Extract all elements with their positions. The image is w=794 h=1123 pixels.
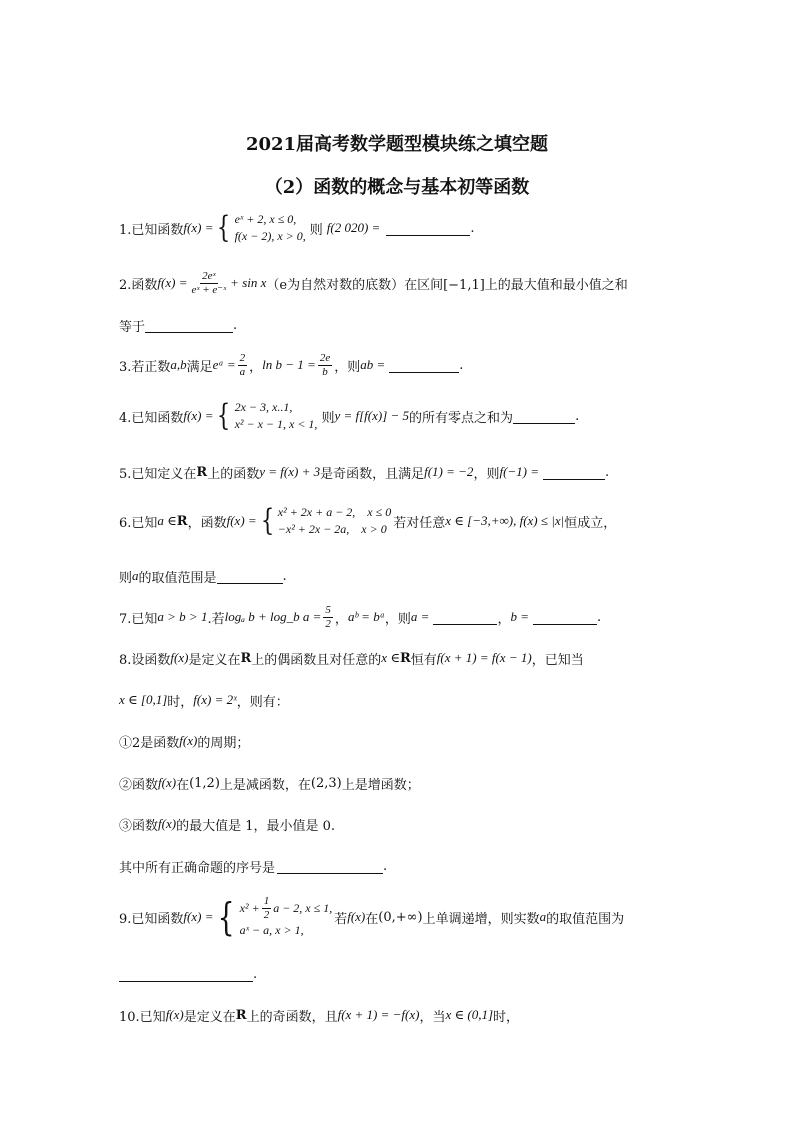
- q5-expression: y = f(x) + 3: [259, 464, 321, 479]
- q1-case-2: f(x − 2), x > 0,: [234, 229, 306, 243]
- q6-prefix: 6.已知: [119, 515, 158, 531]
- q8-answer-blank[interactable]: [277, 859, 383, 874]
- q8-end: .: [383, 858, 388, 874]
- q8-interval: x ∈ [0,1]: [119, 692, 168, 707]
- question-10: [119, 1003, 519, 1027]
- q2-prefix: 2.函数: [119, 277, 158, 293]
- question-5: [119, 460, 609, 484]
- question-3: [119, 353, 463, 377]
- q8-mid3: 恒有: [410, 652, 437, 668]
- q8-s2e: 上是减函数，在: [219, 777, 311, 793]
- q6-expression: x ∈ [−3,+∞), f(x) ≤ |x|: [445, 513, 565, 528]
- q5-end: .: [605, 464, 610, 480]
- q6-variable-a: a: [132, 568, 139, 583]
- q3-f1-numerator: 2: [239, 351, 246, 364]
- q9-answer-blank[interactable]: [119, 967, 253, 982]
- q2-plus-sin: + sin x: [230, 275, 267, 290]
- question-2: [119, 271, 628, 295]
- q10-post: ，当: [419, 1009, 446, 1025]
- q3-lnb: ln b − 1 =: [262, 357, 316, 372]
- q8-definition: f(x) = 2ˣ: [193, 692, 237, 707]
- q8-s3a: ③函数: [119, 818, 159, 834]
- q4-post2: 的所有零点之和为: [409, 410, 514, 426]
- q6-answer-blank[interactable]: [217, 569, 283, 584]
- q7-ask-a: a =: [410, 609, 430, 624]
- q2-fraction: [189, 270, 228, 297]
- q9-post4: 的取值范围为: [546, 911, 625, 927]
- q10-mid: 是定义在: [183, 1009, 236, 1025]
- q8-s3b: f(x): [158, 816, 177, 831]
- question-9-line-2: [119, 962, 257, 986]
- q6-piecewise: [278, 504, 391, 538]
- q8-real-set-2: R: [399, 650, 411, 666]
- q4-case-2: x² − x − 1, x < 1,: [234, 417, 318, 431]
- q1-case-1: eˣ + 2, x ≤ 0,: [234, 212, 297, 226]
- q3-comma: ，: [249, 359, 263, 375]
- q8-s3c: 的最大值是 1，最小值是 0.: [176, 818, 336, 834]
- q5-mid: 上的函数: [207, 466, 260, 482]
- q6-line2b: 的取值范围是: [138, 570, 217, 586]
- q1-expression: f(2 020) =: [326, 220, 381, 235]
- q7-sep: ，: [497, 611, 511, 627]
- q6-case-2: −x² + 2x − 2a, x > 0: [277, 522, 387, 536]
- q9-case-2: aˣ − a, x > 1,: [239, 923, 304, 937]
- q2-note: （e为自然对数的底数）在区间[−1,1]上的最大值和最小值之和: [266, 277, 628, 293]
- q3-ea: eᵃ =: [212, 357, 236, 372]
- q2-function-name: f(x) =: [157, 275, 188, 290]
- q8-s2c: 在: [176, 777, 190, 793]
- q5-condition: f(1) = −2: [424, 464, 474, 479]
- q4-case-1: 2x − 3, x..1,: [234, 400, 293, 414]
- q2-numerator: 2eˣ: [202, 269, 216, 282]
- q3-prefix: 3.若正数: [119, 359, 171, 375]
- q8-s2f: (2,3): [310, 775, 342, 791]
- q1-post: 则: [309, 222, 323, 238]
- q8-expression: f(x + 1) = f(x − 1): [436, 650, 532, 665]
- q9-fraction: [262, 895, 272, 922]
- q3-end: .: [459, 357, 464, 373]
- question-9: [119, 895, 625, 939]
- q10-end: 时，: [493, 1009, 520, 1025]
- q6-function-name: f(x) =: [226, 513, 257, 528]
- q7-answer-b-blank[interactable]: [533, 610, 597, 625]
- q3-f1-denominator: a: [239, 365, 246, 378]
- q8-s2d: (1,2): [189, 775, 220, 791]
- question-1: [119, 210, 475, 245]
- q4-post: 则: [321, 410, 335, 426]
- q7-mid: .若: [207, 611, 225, 627]
- page-title: 2021届高考数学题型模块练之填空题: [245, 134, 549, 155]
- q9-numerator: 1: [263, 895, 270, 907]
- q6-post: 若对任意: [393, 515, 446, 531]
- q10-expression: f(x + 1) = −f(x): [337, 1007, 420, 1022]
- q10-prefix: 10.已知: [119, 1009, 166, 1025]
- q6-post2: 恒成立，: [564, 515, 617, 531]
- q8-ask-line: [119, 854, 387, 878]
- q8-mid2: 上的偶函数且对任意的: [251, 652, 382, 668]
- q3-post: ，则: [334, 359, 361, 375]
- q7-fraction: [323, 604, 333, 631]
- q8-post: ，已知当: [531, 652, 584, 668]
- q6-condition: a ∈: [157, 513, 177, 528]
- q9-case1a: x² +: [239, 901, 260, 915]
- q8-s1c: 的周期；: [197, 735, 250, 751]
- q7-power-expression: aᵇ = bᵃ: [347, 609, 385, 624]
- q4-expression: y = f[f(x)] − 5: [334, 408, 410, 423]
- q8-statement-2: [119, 771, 420, 795]
- q7-numerator: 5: [325, 603, 331, 616]
- q8-prefix: 8.设函数: [119, 652, 171, 668]
- q1-prefix: 1.已知函数: [119, 222, 184, 238]
- q5-mid2: 是奇函数，且满足: [320, 466, 425, 482]
- q5-answer-blank[interactable]: [543, 465, 605, 480]
- question-8: [119, 646, 584, 670]
- q8-x-in: x ∈: [381, 650, 400, 665]
- q9-fx2: f(x): [347, 909, 366, 924]
- q10-condition: x ∈ (0,1]: [445, 1007, 494, 1022]
- q8-ask: 其中所有正确命题的序号是: [119, 860, 276, 876]
- q7-condition: a > b > 1: [157, 609, 208, 624]
- q5-post: ，则: [473, 466, 500, 482]
- q6-left-brace: {: [260, 503, 274, 538]
- question-6-line-2: [119, 564, 287, 588]
- q8-line2d: ，则有：: [236, 694, 289, 710]
- q7-comma: ，: [334, 611, 348, 627]
- q7-ask-b: b =: [510, 609, 529, 624]
- q4-left-brace: {: [217, 398, 231, 433]
- q8-function-name: f(x): [170, 650, 189, 665]
- q9-piecewise: [240, 895, 333, 939]
- q10-function-name: f(x): [165, 1007, 184, 1022]
- q9-function-name: f(x) =: [183, 909, 214, 924]
- q7-answer-a-blank[interactable]: [433, 610, 497, 625]
- q6-end: .: [282, 568, 287, 584]
- question-7: [119, 605, 601, 629]
- q9-post3: 上单调递增，则实数: [422, 911, 540, 927]
- q3-answer-blank[interactable]: [389, 358, 459, 373]
- q2-answer-blank[interactable]: [145, 318, 233, 333]
- q9-prefix: 9.已知函数: [119, 911, 184, 927]
- q9-variable-a: a: [539, 909, 547, 924]
- q7-log-expression: logₐ b + log_b a =: [224, 609, 322, 624]
- q2-line2: 等于: [119, 319, 146, 335]
- q3-fraction-1: [238, 352, 248, 379]
- q4-end: .: [575, 408, 580, 424]
- q8-line2b: 时，: [167, 694, 194, 710]
- q9-case-1: [240, 895, 333, 922]
- q8-s2g: 上是增函数；: [341, 777, 420, 793]
- q5-ask: f(−1) =: [499, 464, 540, 479]
- question-2-line-2: [119, 313, 237, 337]
- q3-mid: 满足: [186, 359, 213, 375]
- q7-post: ，则: [384, 611, 411, 627]
- q3-fraction-2: [318, 352, 332, 379]
- q8-s1b: f(x): [179, 733, 198, 748]
- q1-answer-blank[interactable]: [386, 221, 470, 236]
- q10-real-set: R: [235, 1007, 247, 1023]
- question-4: [119, 398, 580, 433]
- q7-end: .: [596, 609, 602, 625]
- q8-real-set: R: [240, 650, 252, 666]
- q10-mid2: 上的奇函数，且: [246, 1009, 338, 1025]
- q9-post: 若: [334, 911, 348, 927]
- q9-left-brace: {: [218, 895, 236, 939]
- q1-function-name: f(x) =: [183, 220, 214, 235]
- q3-f2-numerator: 2e: [319, 351, 331, 364]
- q6-real-set: R: [176, 513, 188, 529]
- q4-function-name: f(x) =: [183, 408, 214, 423]
- q4-prefix: 4.已知函数: [119, 410, 184, 426]
- q6-line2: 则: [119, 570, 133, 586]
- q1-left-brace: {: [217, 210, 231, 245]
- q8-s2b: f(x): [158, 775, 177, 790]
- q7-denominator: 2: [325, 617, 331, 630]
- q2-denominator: eˣ + e⁻ˣ: [191, 283, 227, 296]
- q9-interval: (0,+∞): [378, 909, 423, 925]
- q8-statement-1: [119, 729, 249, 753]
- q1-end: .: [470, 220, 475, 236]
- q9-case1b: a − 2, x ≤ 1,: [273, 901, 333, 915]
- q3-vars: a,b: [170, 357, 187, 372]
- q4-piecewise: [235, 399, 318, 433]
- q5-real-set: R: [196, 464, 208, 480]
- q5-prefix: 5.已知定义在: [119, 466, 197, 482]
- page-subtitle: （2）函数的概念与基本初等函数: [264, 177, 530, 198]
- q6-case-1: x² + 2x + a − 2, x ≤ 0: [277, 505, 392, 519]
- q9-post2: 在: [365, 911, 379, 927]
- question-8-line-2: [119, 688, 289, 712]
- q3-f2-denominator: b: [322, 365, 328, 378]
- q8-mid: 是定义在: [188, 652, 241, 668]
- question-6: [119, 503, 617, 538]
- q9-denominator: 2: [263, 909, 270, 921]
- q8-statement-3: [119, 812, 335, 836]
- q2-end: .: [233, 317, 238, 333]
- q6-mid: ，函数: [187, 515, 227, 531]
- q1-piecewise: [235, 211, 306, 245]
- q4-answer-blank[interactable]: [513, 409, 575, 424]
- q7-prefix: 7.已知: [119, 611, 158, 627]
- q8-s1a: ①2是函数: [119, 735, 180, 751]
- q3-ab: ab =: [360, 357, 386, 372]
- q9-end: .: [253, 966, 258, 982]
- q8-s2a: ②函数: [119, 777, 159, 793]
